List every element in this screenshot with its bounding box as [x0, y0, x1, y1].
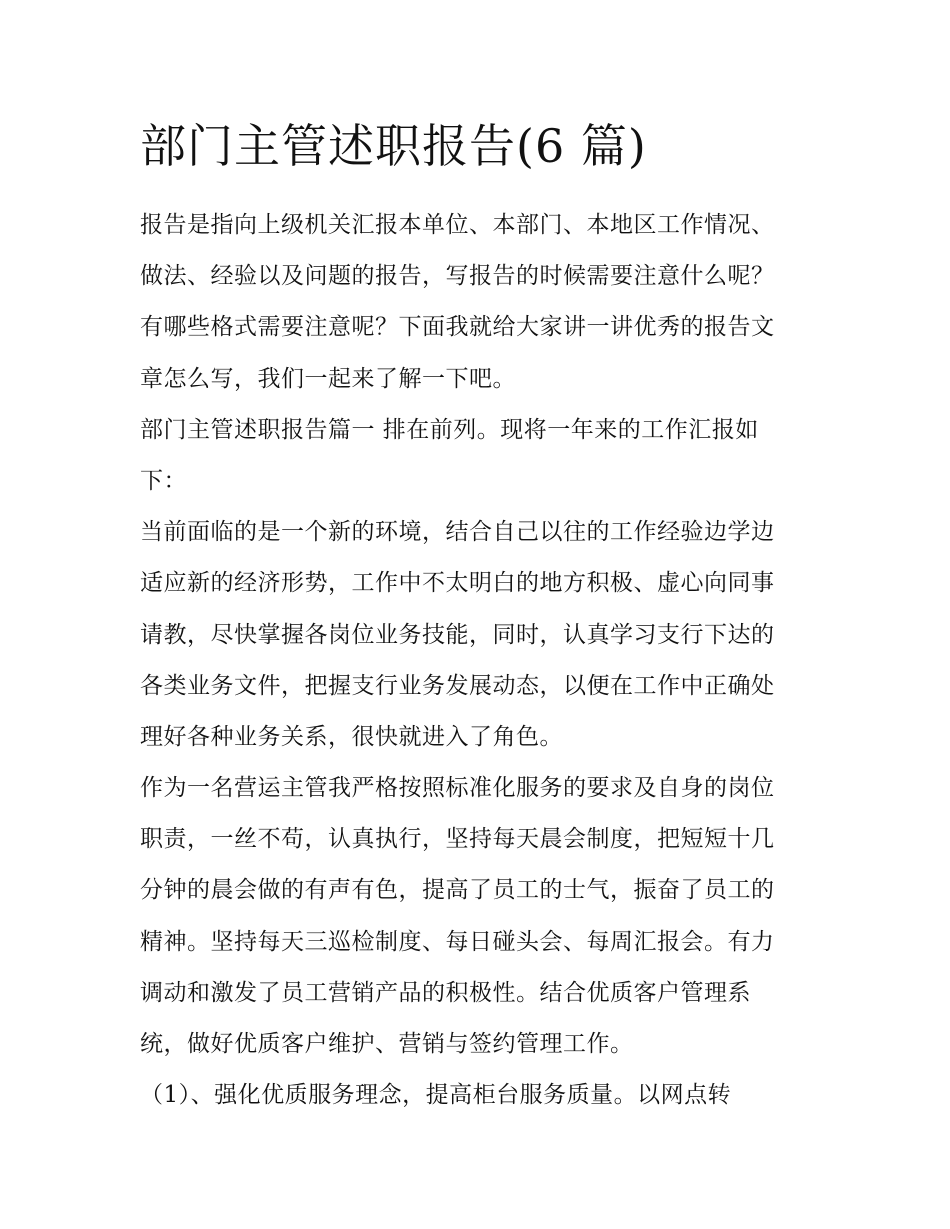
text-line: 适应新的经济形势，工作中不太明白的地方积极、虚心向同事	[140, 570, 775, 597]
text-line: 职责，一丝不苟，认真执行，坚持每天晨会制度，把短短十几	[140, 826, 775, 853]
text-line: 精神。坚持每天三巡检制度、每日碰头会、每周汇报会。有力	[140, 928, 775, 955]
text-line: 理好各种业务关系，很快就进入了角色。	[140, 723, 563, 750]
text-line: （1）、强化优质服务理念，提高柜台服务质量。以网点转	[140, 1082, 732, 1109]
text-line: 分钟的晨会做的有声有色，提高了员工的士气，振奋了员工的	[140, 877, 775, 904]
text-line: 章怎么写，我们一起来了解一下吧。	[140, 365, 516, 392]
document-title: 部门主管述职报告(6 篇)	[140, 119, 647, 173]
text-line: 报告是指向上级机关汇报本单位、本部门、本地区工作情况、	[140, 212, 775, 238]
text-line: 当前面临的是一个新的环境，结合自己以往的工作经验边学边	[140, 519, 775, 546]
text-line: 有哪些格式需要注意呢？下面我就给大家讲一讲优秀的报告文	[140, 314, 775, 341]
text-line: 调动和激发了员工营销产品的积极性。结合优质客户管理系	[140, 979, 751, 1006]
text-line: 统，做好优质客户维护、营销与签约管理工作。	[140, 1031, 634, 1057]
text-line: 请教，尽快掌握各岗位业务技能，同时，认真学习支行下达的	[140, 621, 775, 648]
text-line: 部门主管述职报告篇一 排在前列。现将一年来的工作汇报如	[140, 416, 759, 443]
text-line: 各类业务文件，把握支行业务发展动态，以便在工作中正确处	[140, 672, 775, 699]
text-line: 下：	[140, 467, 187, 494]
text-line: 做法、经验以及问题的报告，写报告的时候需要注意什么呢？	[140, 263, 775, 290]
text-line: 作为一名营运主管我严格按照标准化服务的要求及自身的岗位	[140, 775, 775, 802]
document-body	[140, 200, 820, 1121]
